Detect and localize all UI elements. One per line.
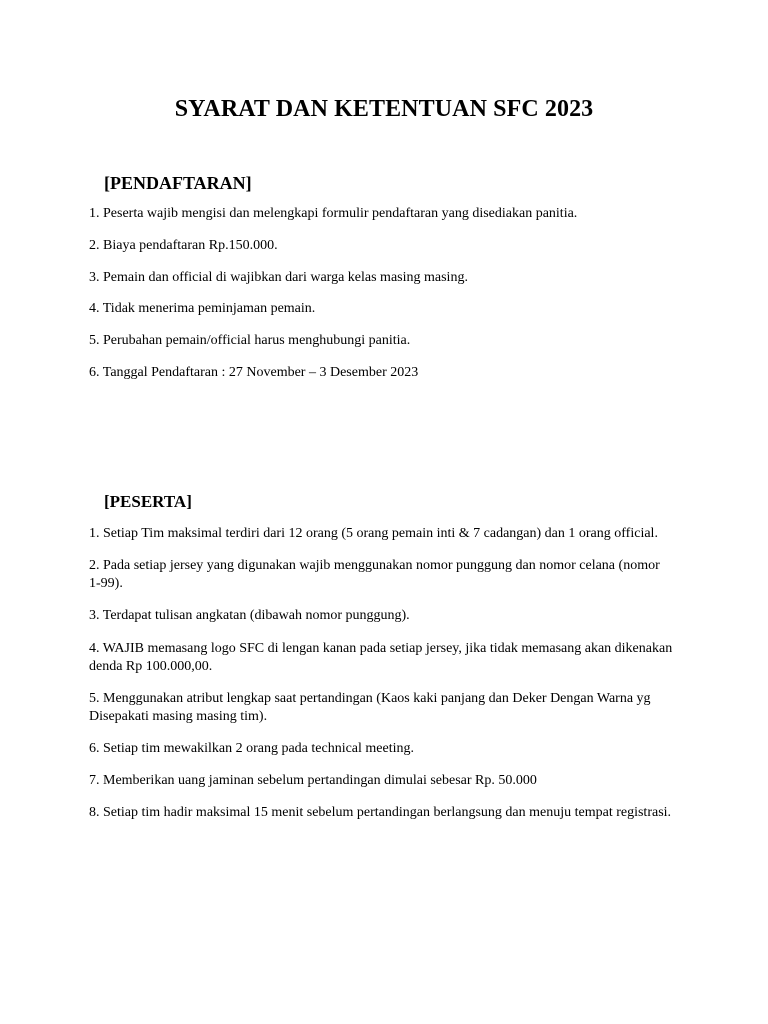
section-peserta [0, 491, 768, 837]
rule-item: 3. Pemain dan official di wajibkan dari warga kelas masing masing. [89, 269, 468, 285]
rule-item: 5. Perubahan pemain/official harus menghubungi panitia. [89, 333, 411, 349]
rule-item: 6. Setiap tim mewakilkan 2 orang pada technical meeting. [89, 740, 415, 756]
rule-item: 3. Terdapat tulisan angkatan (dibawah nomor punggung). [89, 608, 410, 624]
section-heading-pendaftaran: [PENDAFTARAN] [104, 173, 252, 193]
rule-item: 8. Setiap tim hadir maksimal 15 menit sebelum pertandingan berlangsung dan menuju tempat registrasi. [89, 805, 672, 821]
section-pendaftaran [0, 172, 768, 396]
rule-item: 2. Biaya pendaftaran Rp.150.000. [89, 237, 278, 253]
rule-item: 5. Menggunakan atribut lengkap saat pertandingan (Kaos kaki panjang dan Deker Dengan Warna yg Disepakati masing masing tim). [89, 690, 651, 724]
rules-list-peserta [0, 525, 674, 822]
rule-item: 1. Setiap Tim maksimal terdiri dari 12 orang (5 orang pemain inti & 7 cadangan) dan 1 orang official. [89, 526, 658, 541]
rule-item: 4. Tidak menerima peminjaman pemain. [89, 301, 316, 317]
section-heading-peserta: [PESERTA] [104, 492, 192, 511]
rule-item: 7. Memberikan uang jaminan sebelum pertandingan dimulai sebesar Rp. 50.000 [89, 773, 537, 789]
rule-item: 1. Peserta wajib mengisi dan melengkapi formulir pendaftaran yang disediakan panitia. [89, 206, 578, 221]
document-title: SYARAT DAN KETENTUAN SFC 2023 [174, 96, 594, 122]
rule-item: 6. Tanggal Pendaftaran : 27 November – 3 Desember 2023 [89, 364, 419, 380]
rule-item: 4. WAJIB memasang logo SFC di lengan kanan pada setiap jersey, jika tidak memasang akan dikenakan denda Rp 100.000,00. [89, 640, 673, 674]
rules-list-pendaftaran [0, 205, 674, 382]
rule-item: 2. Pada setiap jersey yang digunakan wajib menggunakan nomor punggung dan nomor celana (nomor 1-99). [89, 558, 660, 592]
